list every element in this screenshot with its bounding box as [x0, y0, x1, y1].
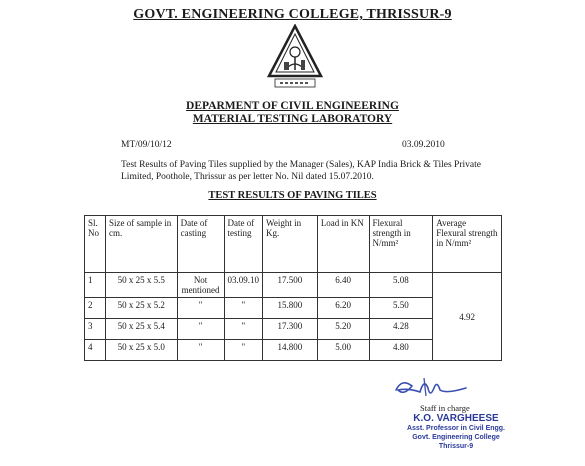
cell-flexural: 4.28 [369, 319, 433, 340]
officer-place: Thrissur-9 [438, 443, 474, 450]
table-row [85, 273, 502, 298]
officer-name: K.O. VARGHEESE [413, 413, 499, 424]
cell-casting: Not mentioned [177, 273, 224, 298]
cell-testing: 03.09.10 [224, 273, 263, 298]
college-name: GOVT. ENGINEERING COLLEGE, THRISSUR-9 [133, 7, 452, 22]
letter-date: 03.09.2010 [402, 140, 445, 150]
cell-size: 50 x 25 x 5.0 [105, 340, 177, 361]
header-flexural: Flexural strength in N/mm² [369, 216, 433, 273]
cell-casting: " [177, 340, 224, 361]
intro-paragraph: Test Results of Paving Tiles supplied by the Manager (Sales), KAP India Brick & Tiles Private Limited, Poothole, Thrissur as per letter No. Nil dated 15.07.2010. [121, 160, 481, 182]
reference-number: MT/09/10/12 [121, 140, 172, 150]
table-header-row [85, 216, 502, 273]
cell-weight: 15.800 [263, 298, 318, 319]
cell-sl: 4 [85, 340, 106, 361]
cell-casting: " [177, 298, 224, 319]
cell-size: 50 x 25 x 5.5 [105, 273, 177, 298]
header-sl: Sl. No [85, 216, 106, 273]
cell-sl: 3 [85, 319, 106, 340]
header-weight: Weight in Kg. [263, 216, 318, 273]
officer-title: Asst. Professor in Civil Engg. [406, 425, 506, 432]
officer-stamp [376, 413, 536, 451]
department-name: DEPARMENT OF CIVIL ENGINEERING [186, 100, 399, 112]
header-load: Load in KN [317, 216, 369, 273]
cell-size: 50 x 25 x 5.4 [105, 319, 177, 340]
cell-average: 4.92 [433, 273, 502, 361]
header-average: Average Flexural strength in N/mm² [433, 216, 502, 273]
cell-flexural: 4.80 [369, 340, 433, 361]
header-casting: Date of casting [177, 216, 224, 273]
cell-testing: " [224, 340, 263, 361]
cell-load: 6.20 [317, 298, 369, 319]
cell-sl: 1 [85, 273, 106, 298]
table-title: TEST RESULTS OF PAVING TILES [208, 190, 377, 201]
cell-testing: " [224, 298, 263, 319]
cell-flexural: 5.50 [369, 298, 433, 319]
cell-weight: 17.300 [263, 319, 318, 340]
cell-load: 5.00 [317, 340, 369, 361]
header-testing: Date of testing [224, 216, 263, 273]
cell-flexural: 5.08 [369, 273, 433, 298]
laboratory-name: MATERIAL TESTING LABORATORY [192, 113, 393, 125]
college-emblem-icon [267, 24, 323, 92]
results-table [84, 215, 502, 361]
cell-sl: 2 [85, 298, 106, 319]
cell-weight: 17.500 [263, 273, 318, 298]
cell-size: 50 x 25 x 5.2 [105, 298, 177, 319]
cell-weight: 14.800 [263, 340, 318, 361]
header-size: Size of sample in cm. [105, 216, 177, 273]
signature-icon [390, 374, 470, 400]
cell-testing: " [224, 319, 263, 340]
officer-institution: Govt. Engineering College [412, 434, 500, 441]
cell-load: 6.40 [317, 273, 369, 298]
cell-casting: " [177, 319, 224, 340]
department-heading [0, 100, 585, 126]
signatory-role: Staff in charge [420, 403, 470, 413]
cell-load: 5.20 [317, 319, 369, 340]
